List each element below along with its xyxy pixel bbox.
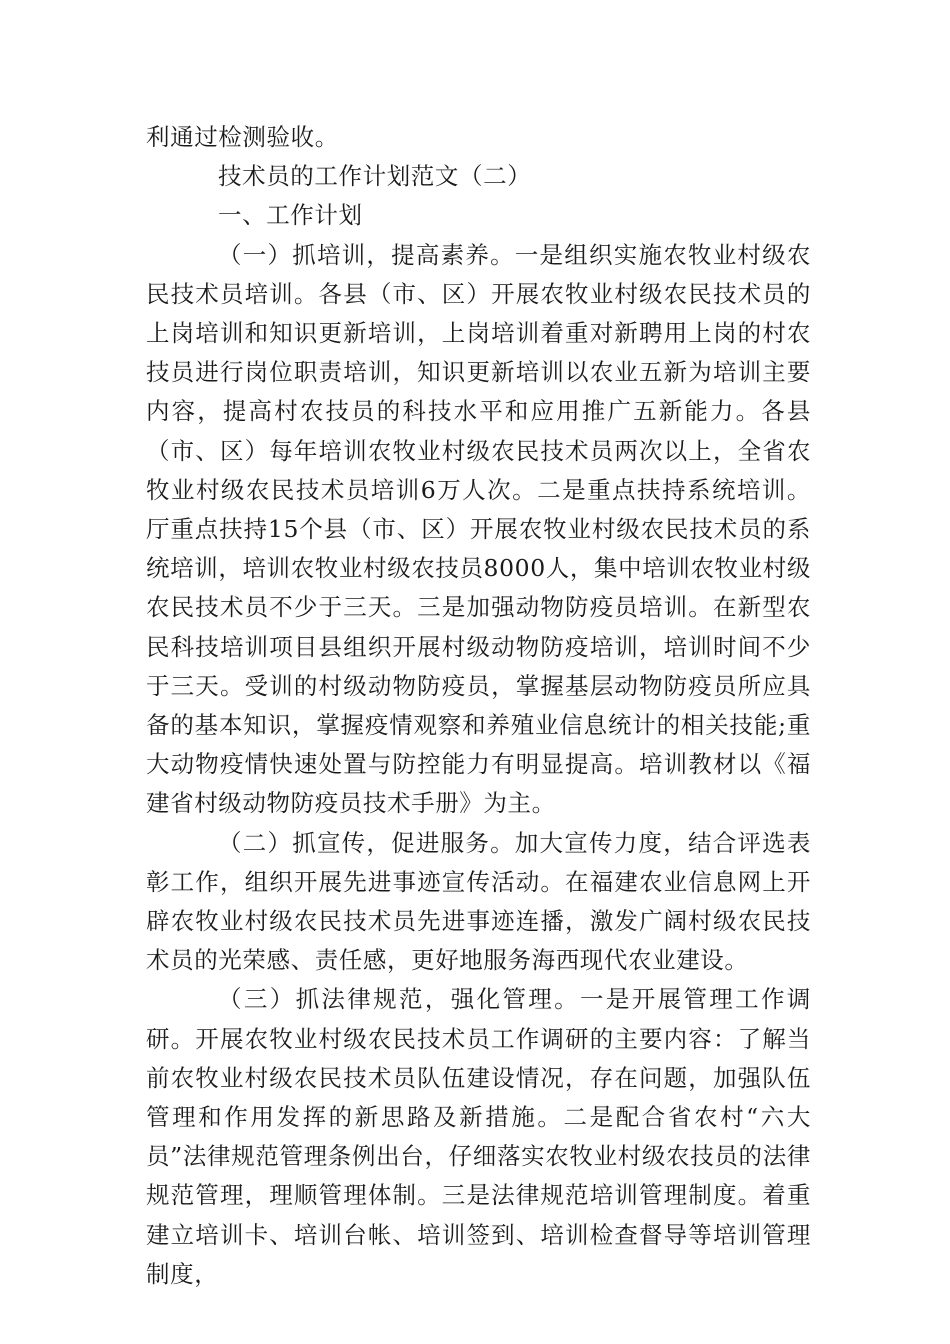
document-page [146,118,811,1294]
section-heading-work-plan: 一、工作计划 [218,201,363,230]
paragraph-publicity: （二）抓宣传，促进服务。加大宣传力度，结合评选表彰工作，组织开展先进事迹宣传活动。在福建农业信息网上开辟农牧业村级农民技术员先进事迹连播，激发广阔村级农民技术员的光荣感、责任感，更好地服务海西现代农业建设。 [146,828,811,975]
section-title: 技术员的工作计划范文（二） [218,162,532,191]
paragraph-regulation: （三）抓法律规范，强化管理。一是开展管理工作调研。开展农牧业村级农民技术员工作调研的主要内容：了解当前农牧业村级农民技术员队伍建设情况，存在问题，加强队伍管理和作用发挥的新思路及新措施。二是配合省农村“六大员”法律规范管理条例出台，仔细落实农牧业村级农技员的法律规范管理，理顺管理体制。三是法律规范培训管理制度。着重建立培训卡、培训台帐、培训签到、培训检查督导等培训管理制度， [146,985,811,1288]
paragraph-training: （一）抓培训，提高素养。一是组织实施农牧业村级农民技术员培训。各县（市、区）开展农牧业村级农民技术员的上岗培训和知识更新培训，上岗培训着重对新聘用上岗的村农技员进行岗位职责培训，知识更新培训以农业五新为培训主要内容，提高村农技员的科技水平和应用推广五新能力。各县（市、区）每年培训农牧业村级农民技术员两次以上，全省农牧业村级农民技术员培训6万人次。二是重点扶持系统培训。厅重点扶持15个县（市、区）开展农牧业村级农民技术员的系统培训，培训农牧业村级农技员8000人，集中培训农牧业村级农民技术员不少于三天。三是加强动物防疫员培训。在新型农民科技培训项目县组织开展村级动物防疫培训，培训时间不少于三天。受训的村级动物防疫员，掌握基层动物防疫员所应具备的基本知识，掌握疫情观察和养殖业信息统计的相关技能;重大动物疫情快速处置与防控能力有明显提高。培训教材以《福建省村级动物防疫员技术手册》为主。 [146,240,811,818]
paragraph-continuation: 利通过检测验收。 [146,123,339,151]
